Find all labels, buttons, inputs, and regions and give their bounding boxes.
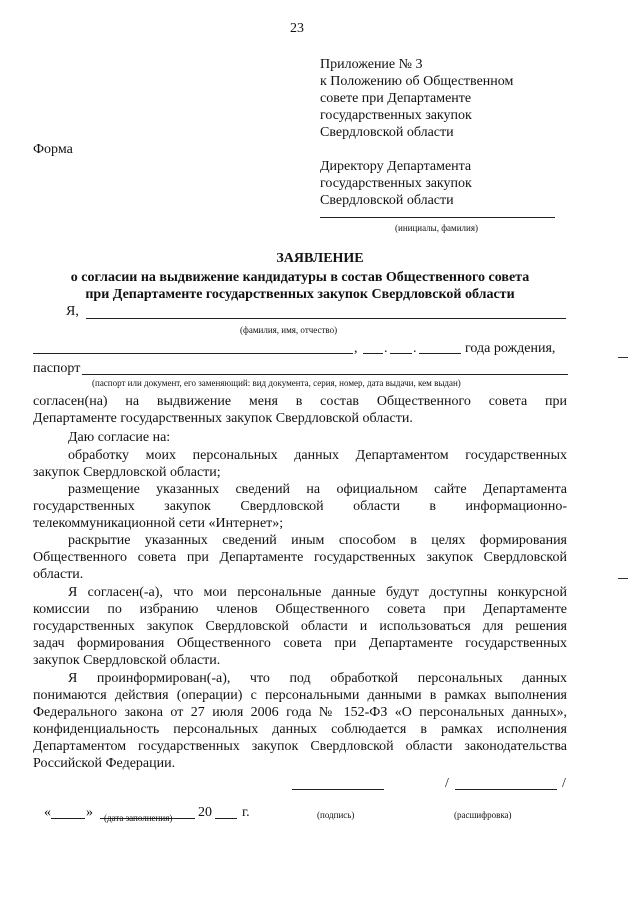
document-subtitle: о согласии на выдвижение кандидатуры в состав Общественного совета	[70, 270, 530, 285]
body-line: Я проинформирован(-а), что под обработкой персональных данных	[68, 671, 567, 686]
body-line: раскрытие указанных сведений иным способом в целях формирования	[68, 533, 567, 548]
ya-label: Я,	[66, 304, 79, 319]
body-line: Департаментом государственных закупок Свердловской области законодательства	[33, 739, 567, 754]
date-caption: (дата заполнения)	[104, 813, 173, 823]
decode-caption: (расшифровка)	[454, 810, 512, 820]
body-line: Российской Федерации.	[33, 756, 176, 771]
date-year-field[interactable]	[215, 818, 237, 819]
body-line: государственных закупок Свердловской области в информационно-	[33, 499, 567, 514]
body-line: закупок Свердловской области.	[33, 653, 221, 668]
form-label: Форма	[33, 142, 73, 157]
body-line: Федерального закона от 27 июля 2006 года № 152-ФЗ «О персональных данных»,	[33, 705, 567, 720]
body-line: согласен(на) на выдвижение меня в состав Общественного совета при	[33, 394, 567, 409]
initials-caption: (инициалы, фамилия)	[395, 223, 478, 233]
body-line: размещение указанных сведений на официальном сайте Департамента	[68, 482, 567, 497]
addressee-line: Директору Департамента	[320, 159, 472, 174]
body-line: задач формирования Общественного совета при Департаменте государственных	[33, 636, 567, 651]
fio-continuation-field[interactable]	[33, 353, 353, 354]
fio-caption: (фамилия, имя, отчество)	[240, 325, 338, 335]
body-line: области.	[33, 567, 84, 582]
body-line: телекоммуникационной сети «Интернет»;	[33, 516, 284, 531]
body-line: комиссии по избранию членов Общественного совета при Департаменте	[33, 602, 567, 617]
scan-mark	[618, 578, 628, 579]
passport-field[interactable]	[82, 374, 568, 375]
year-suffix: г.	[242, 805, 250, 820]
body-line: государственных закупок Свердловской области и использоваться для решения	[33, 619, 567, 634]
scan-mark	[618, 357, 628, 358]
decode-field[interactable]	[455, 789, 557, 790]
body-line: понимаются действия (операции) с персональными данными в рамках выполнения	[33, 688, 567, 703]
slash-right: /	[562, 776, 566, 791]
date-day-field[interactable]	[51, 818, 85, 819]
quote-close: »	[86, 805, 93, 820]
appendix-line: Свердловской области	[320, 125, 454, 140]
birth-year-label: года рождения,	[465, 341, 556, 356]
birth-day-field[interactable]	[363, 353, 383, 354]
initials-field[interactable]	[320, 217, 555, 218]
body-line: конфиденциальность персональных данных соблюдается в рамках исполнения	[33, 722, 567, 737]
document-subtitle: при Департаменте государственных закупок Свердловской области	[85, 287, 515, 302]
addressee-line: государственных закупок	[320, 176, 472, 191]
appendix-line: к Положению об Общественном	[320, 74, 514, 89]
body-line: Я согласен(-а), что мои персональные данные будут доступны конкурсной	[68, 585, 567, 600]
sign-caption: (подпись)	[317, 810, 355, 820]
body-line: Даю согласие на:	[68, 430, 171, 445]
addressee-line: Свердловской области	[320, 193, 454, 208]
page-number: 23	[290, 21, 304, 36]
body-line: Департаменте государственных закупок Свердловской области.	[33, 411, 413, 426]
signature-field[interactable]	[292, 789, 384, 790]
body-line: обработку моих персональных данных Департаментом государственных	[68, 448, 567, 463]
body-line: закупок Свердловской области;	[33, 465, 221, 480]
quote-open: «	[44, 805, 51, 820]
appendix-line: государственных закупок	[320, 108, 472, 123]
appendix-line: совете при Департаменте	[320, 91, 472, 106]
birth-year-field[interactable]	[419, 353, 461, 354]
slash-left: /	[445, 776, 449, 791]
passport-label: паспорт	[33, 361, 81, 376]
birth-month-field[interactable]	[390, 353, 412, 354]
appendix-line: Приложение № 3	[320, 57, 423, 72]
fio-field[interactable]	[86, 318, 566, 319]
passport-caption: (паспорт или документ, его заменяющий: вид документа, серия, номер, дата выдачи, кем выдан)	[92, 378, 461, 388]
document-title: ЗАЯВЛЕНИЕ	[276, 251, 364, 266]
year-prefix: 20	[198, 805, 212, 820]
comma: ,	[354, 341, 358, 356]
body-line: Общественного совета при Департаменте государственных закупок Свердловской	[33, 550, 567, 565]
